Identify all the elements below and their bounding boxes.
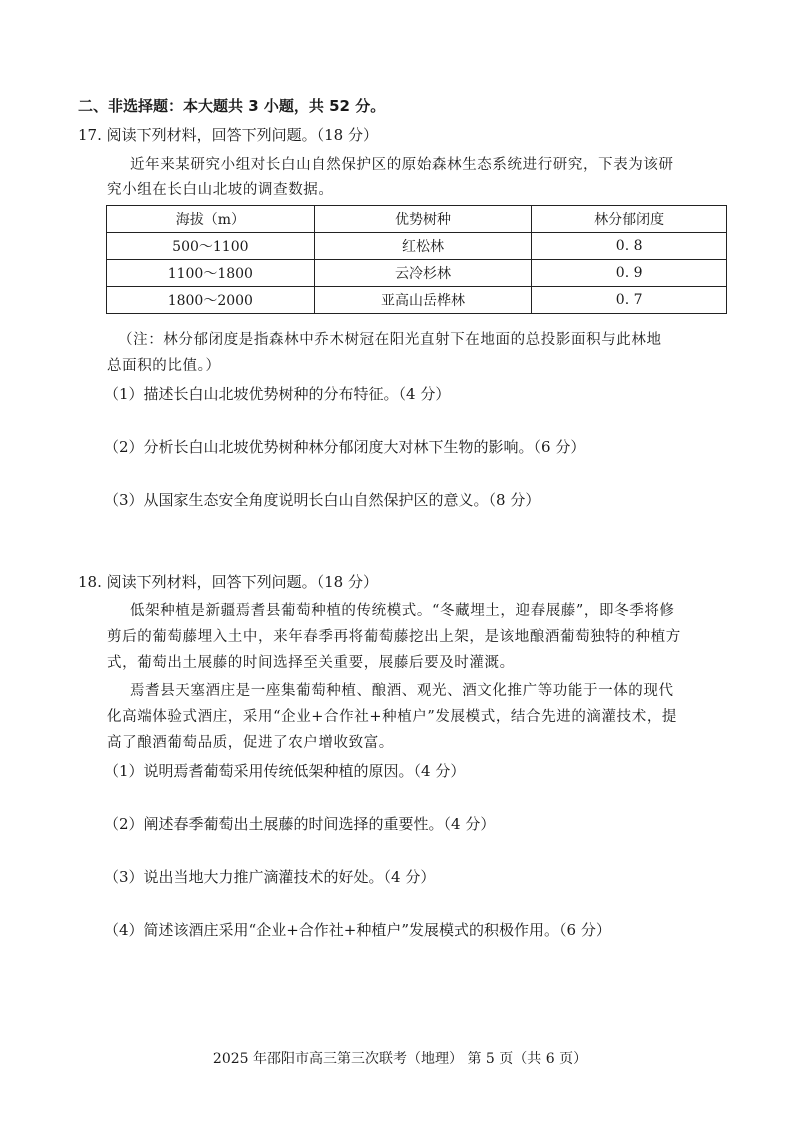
q18-subquestion-2: （2）阐述春季葡萄出土展藤的时间选择的重要性。（4 分） bbox=[104, 815, 496, 833]
q17-note-line: 总面积的比值。） bbox=[107, 358, 221, 374]
table-row bbox=[107, 260, 727, 287]
section-heading: 二、非选择题：本大题共 3 小题，共 52 分。 bbox=[78, 97, 386, 115]
q17-intro-line: 究小组在长白山北坡的调查数据。 bbox=[107, 182, 334, 198]
table-cell: 0. 8 bbox=[532, 233, 727, 260]
q18-para1-line: 式，葡萄出土展藤的时间选择至关重要，展藤后要及时灌溉。 bbox=[107, 655, 515, 671]
table-header-row bbox=[107, 206, 727, 233]
q17-note-line: （注：林分郁闭度是指森林中乔木树冠在阳光直射下在地面的总投影面积与此林地 bbox=[118, 332, 662, 348]
question-17-header: 17. 阅读下列材料，回答下列问题。（18 分） bbox=[78, 126, 378, 144]
q18-para1-line: 低架种植是新疆焉耆县葡萄种植的传统模式。“冬藏埋土，迎春展藤”，即冬季将修 bbox=[130, 603, 675, 619]
table-row bbox=[107, 233, 727, 260]
q18-para1-line: 剪后的葡萄藤埋入土中，来年春季再将葡萄藤挖出上架，是该地酿酒葡萄独特的种植方 bbox=[107, 629, 681, 645]
q18-para2-line: 化高端体验式酒庄，采用“企业+合作社+种植户”发展模式，结合先进的滴灌技术，提 bbox=[107, 709, 678, 725]
table-header-cell: 林分郁闭度 bbox=[532, 206, 727, 233]
q18-subquestion-3: （3）说出当地大力推广滴灌技术的好处。（4 分） bbox=[104, 868, 436, 886]
table-cell: 0. 7 bbox=[532, 287, 727, 314]
table-cell: 0. 9 bbox=[532, 260, 727, 287]
q17-intro-line: 近年来某研究小组对长白山自然保护区的原始森林生态系统进行研究，下表为该研 bbox=[130, 157, 674, 173]
page-footer: 2025 年邵阳市高三第三次联考（地理） 第 5 页（共 6 页） bbox=[212, 1051, 588, 1067]
q18-para2-line: 焉耆县天塞酒庄是一座集葡萄种植、酿酒、观光、酒文化推广等功能于一体的现代 bbox=[130, 683, 674, 699]
q18-subquestion-1: （1）说明焉耆葡萄采用传统低架种植的原因。（4 分） bbox=[104, 762, 466, 780]
table-header-cell: 海拔（m） bbox=[107, 206, 315, 233]
table-cell: 500～1100 bbox=[107, 233, 315, 260]
table-header-cell: 优势树种 bbox=[314, 206, 532, 233]
table-cell: 1800～2000 bbox=[107, 287, 315, 314]
survey-table bbox=[106, 205, 727, 314]
table-cell: 1100～1800 bbox=[107, 260, 315, 287]
table-cell: 红松林 bbox=[314, 233, 532, 260]
q17-subquestion-3: （3）从国家生态安全角度说明长白山自然保护区的意义。（8 分） bbox=[104, 491, 541, 509]
q18-subquestion-4: （4）简述该酒庄采用“企业+合作社+种植户”发展模式的积极作用。（6 分） bbox=[104, 921, 611, 939]
q18-para2-line: 高了酿酒葡萄品质，促进了农户增收致富。 bbox=[107, 735, 394, 751]
table-cell: 云冷杉林 bbox=[314, 260, 532, 287]
q17-subquestion-1: （1）描述长白山北坡优势树种的分布特征。（4 分） bbox=[104, 385, 451, 403]
table-row bbox=[107, 287, 727, 314]
table-cell: 亚高山岳桦林 bbox=[314, 287, 532, 314]
q17-subquestion-2: （2）分析长白山北坡优势树种林分郁闭度大对林下生物的影响。（6 分） bbox=[104, 438, 586, 456]
question-18-header: 18. 阅读下列材料，回答下列问题。（18 分） bbox=[78, 573, 378, 591]
